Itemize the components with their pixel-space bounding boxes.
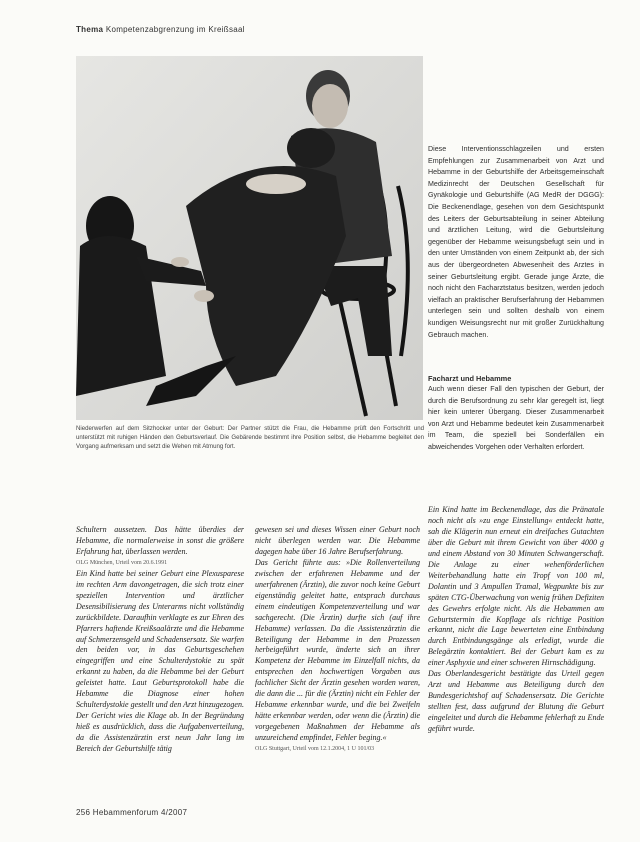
text-column-1 <box>76 525 244 755</box>
column-2-paragraph-2: Das Gericht führte aus: »Die Rollenverteilung zwischen der erfahrenen Hebamme und der unerfahrenen (Ärztin), die zuvor noch keine Geburt eigenständig geleitet hatte, entsprach durchaus einem eindeutigen Kompetenzverteilung und war sachgerecht. (Die Ärztin) durfte sich (auf ihre Hebamme) verlassen. Da die Assistenzärztin die Beteiligung der Hebamme in den Prozessen herbeigeführt wurde, änderte sich an ihrer Kompetenz der Hebamme im Einzelfall nichts, da entsprechen den hochwertigen Vorgaben aus fachlicher Sicht der Ärztin gesehen worden waren, die dann die ... für die (Ärztin) nicht ein Fehler der Hebamme erkennbar wurde, und die bei Zweifeln hätte erkennbar werden, oder wenn die (Ärztin) die vorgegebenen Maßnahmen der Hebamme als unzureichend empfindet, Fehler beging.« <box>255 557 420 743</box>
column-3-paragraph-2: Das Oberlandesgericht bestätigte das Urteil gegen Arzt und Hebamme aus Beteiligung durch den Bundesgerichtshof auf Schadensersatz. Die Gerichte stellten fest, dass aufgrund der Blutung die Geburt eingeleitet und durch die Hebamme fehlerhaft zu Ende geführt wurde. <box>428 669 604 734</box>
journal-name: Hebammenforum 4/2007 <box>92 808 188 817</box>
text-column-2 <box>255 525 420 755</box>
column-1-paragraph-1: Schultern aussetzen. Das hätte überdies der Hebamme, die normalerweise in sonst die größere Erfahrung hat, überlassen werden. <box>76 525 244 556</box>
column-2-paragraph-1: gewesen sei und dieses Wissen einer Geburt noch nicht überlegen werden war. Die Hebamme dagegen habe über 16 Jahre Berufserfahrung. <box>255 525 420 556</box>
page-number: 256 <box>76 808 91 817</box>
column-1-citation: OLG München, Urteil vom 20.6.1991 <box>76 559 168 566</box>
column-1-paragraph-2: Ein Kind hatte bei seiner Geburt eine Plexusparese im rechten Arm davongetragen, die sich trotz einer speziellen Intervention und ärztlicher Desensibilisierung des Unterarms nicht vollständig zurückbildete. Daraufhin verklagte es zur Ehren des Pfarrers haftende Kreißsaalärzte und die Hebamme auf Schmerzensgeld und Schadensersatz. Sie warfen den beiden vor, in das Geburtsgeschehen eingegriffen und eine Schulterdystokie zu spät erkannt zu haben, da die Hebamme bei der Geburt geleistet hatte. Laut Geburtsprotokoll habe die Hebamme die Diagnose einer hohen Schulterdystokie gestellt und den Arzt hinzugezogen. <box>76 568 244 710</box>
column-1-paragraph-3: Der Gericht wies die Klage ab. In der Begründung hieß es ausdrücklich, dass die Aufgabenverteilung, da die Assistenzärztin erst neun Jahr lang im Bereich der Geburtshilfe tätig <box>76 711 244 754</box>
column-3-paragraph-1: Ein Kind hatte im Beckenendlage, das die Pränatale noch nicht als »zu enge Einstellung« entdeckt hatte, sah die Klägerin nun erneut ein dreifaches Gutachten über die Geburt mit ihrem Gewicht von über 4000 g und einem Abstand von 30 Minuten Schwangerschaft. Die Anlage zu einer wehenförderlichen Weiterbehandlung hatte ein Tropf von 100 ml, Dolantin und 3 Ampullen Tramal, Wegpunkte bis zur späten CTG-Überwachung von wenig frühen Defiziten des Gewehrs erfolgte nicht. Als die Hebammen am Geburtstermin die Kopflage als richtige Position erkannt, nicht die Lage bewerteten eine Entbindung durch Entbindungsgänge als erledigt, wurde die Belegärztin kontaktiert. Bei der Geburt kam es zu einer Asphyxie und einer schweren Hirnschädigung. <box>428 505 604 668</box>
photo-illustration <box>76 56 423 420</box>
article-photo <box>76 56 423 420</box>
running-header <box>76 25 245 34</box>
header-title: Kompetenzabgrenzung im Kreißsaal <box>105 25 245 34</box>
photo-caption: Niederwerfen auf dem Sitzhocker unter der Geburt: Der Partner stützt die Frau, die Hebamme prüft den Fortschritt und unterstützt mit ruhigen Händen den Geburtsverlauf. Die Gebärende bestimmt ihre Position selbst, die Hebamme begleitet den Vorgang aufmerksam und setzt die Wehen mit Atmung fort. <box>76 425 424 451</box>
page-footer <box>76 808 187 817</box>
header-label: Thema <box>76 25 104 34</box>
right-column-paragraph-1: Diese Interventionsschlagzeilen und ersten Empfehlungen zur Zusammenarbeit von Arzt und Hebamme in der Geburtshilfe der Arbeitsgemeinschaft Medizinrecht der Deutschen Gesellschaft für Gynäkologie und Geburtshilfe (AG MedR der DGGG): Die Beckenendlage, gesehen von dem Gesichtspunkt des Leiters der Geburtsabteilung in seiner Abteilung und ärztlichen Leitung, wird die Geburtsleitung gegenüber der Hebamme weisungsbefugt sein und in den unter Umständen von einem Zeitpunkt ab, der sich aus der übergeordneten Abwesenheit des Arztes in seiner Geburtsleitung ergibt. Gerade junge Ärzte, die noch nicht den Facharztstatus besitzen, werden jedoch vielfach an praktischer Berufserfahrung der Hebammen unterlegen sein und sollten deshalb von einem kundigen Weisungsrecht nur mit großer Zurückhaltung Gebrauch machen. <box>428 145 604 339</box>
column-2-citation: OLG Stuttgart, Urteil vom 12.1.2004, 1 U 101/03 <box>255 746 375 753</box>
section-subheading: Facharzt und Hebamme <box>428 374 512 383</box>
right-column-paragraph-2: Auch wenn dieser Fall den typischen der Geburt, der durch die Berufsordnung zu sehr klar geregelt ist, liegt hier kein unterer Übergang. Dieser Zusammenarbeit von Arzt und Hebamme bedeutet kein Zusammenarbeit im Team, die speziell bei Sonderfällen ein abweichendes Vorgehen oder Verhalten erfordert. <box>428 385 604 451</box>
text-column-3 <box>428 505 604 735</box>
